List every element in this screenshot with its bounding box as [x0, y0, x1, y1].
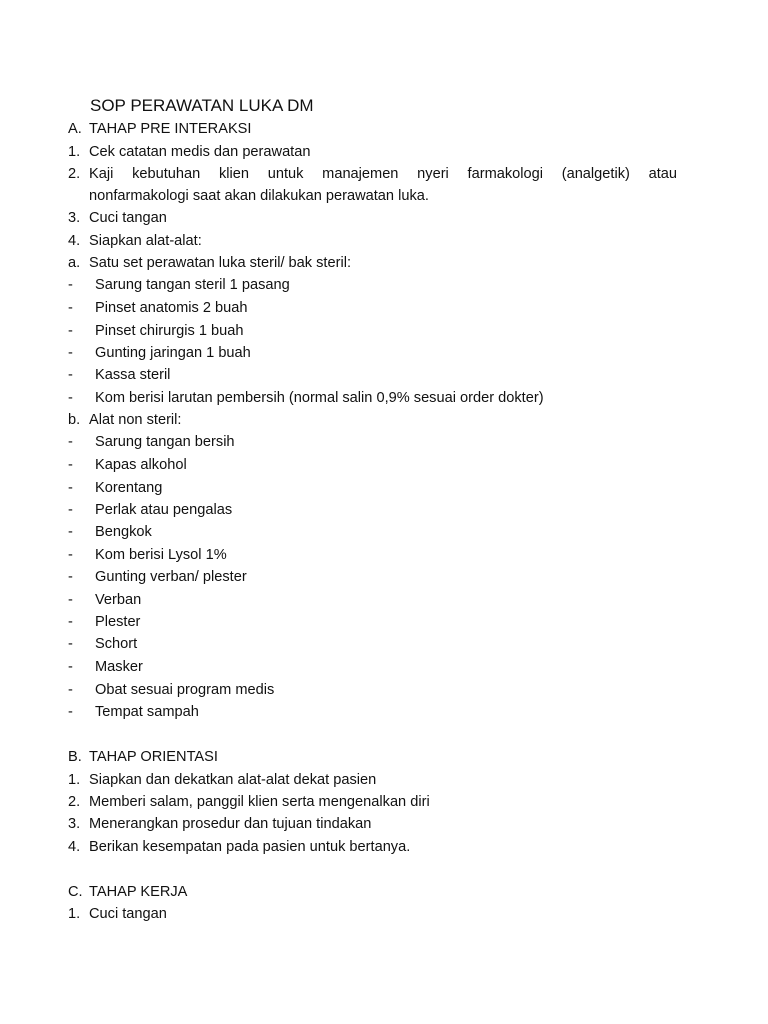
bullet-dash: -	[68, 345, 73, 361]
word: untuk	[267, 166, 304, 182]
word: (analgetik)	[561, 166, 630, 182]
bullet-item	[0, 499, 768, 521]
bullet-dash: -	[68, 323, 73, 339]
word: farmakologi	[467, 166, 543, 182]
bullet-item-text: Kom berisi larutan pembersih (normal salin 0,9% sesuai order dokter)	[95, 390, 544, 406]
bullet-item	[0, 454, 768, 476]
list-item-text: nonfarmakologi saat akan dilakukan perawatan luka.	[89, 188, 429, 204]
bullet-dash: -	[68, 569, 73, 585]
list-item-text: Cek catatan medis dan perawatan	[89, 144, 311, 160]
bullet-item	[0, 320, 768, 342]
bullet-item-text: Masker	[95, 659, 143, 675]
sublist-heading-text: Alat non steril:	[89, 412, 182, 428]
bullet-dash: -	[68, 614, 73, 630]
bullet-item	[0, 342, 768, 364]
list-item-text: Siapkan dan dekatkan alat-alat dekat pasien	[89, 772, 377, 788]
bullet-dash: -	[68, 480, 73, 496]
bullet-dash: -	[68, 457, 73, 473]
list-number: 4.	[68, 839, 81, 855]
list-item-text: Memberi salam, panggil klien serta mengenalkan diri	[89, 794, 430, 810]
section-heading-b	[0, 746, 768, 768]
list-item-text: Siapkan alat-alat:	[89, 233, 202, 249]
bullet-dash: -	[68, 434, 73, 450]
bullet-item	[0, 656, 768, 678]
list-item-text: Cuci tangan	[89, 906, 167, 922]
section-heading-text: TAHAP PRE INTERAKSI	[89, 121, 252, 137]
list-item	[0, 163, 768, 185]
document-title: SOP PERAWATAN LUKA DM	[90, 96, 314, 115]
list-number: 3.	[68, 816, 81, 832]
bullet-dash: -	[68, 547, 73, 563]
list-number: 2.	[68, 166, 81, 182]
sublist-heading-text: Satu set perawatan luka steril/ bak steril:	[89, 255, 352, 271]
bullet-item	[0, 679, 768, 701]
list-item	[0, 141, 768, 163]
word: kebutuhan	[132, 166, 201, 182]
bullet-item	[0, 521, 768, 543]
word: nyeri	[417, 166, 449, 182]
bullet-item-text: Pinset chirurgis 1 buah	[95, 323, 244, 339]
list-item-text: Berikan kesempatan pada pasien untuk bertanya.	[89, 839, 411, 855]
list-number: 4.	[68, 233, 81, 249]
bullet-item-text: Gunting jaringan 1 buah	[95, 345, 251, 361]
bullet-item-text: Sarung tangan bersih	[95, 434, 235, 450]
list-number: 1.	[68, 906, 81, 922]
bullet-dash: -	[68, 659, 73, 675]
bullet-dash: -	[68, 524, 73, 540]
bullet-item	[0, 701, 768, 723]
list-item	[0, 903, 768, 925]
bullet-item	[0, 633, 768, 655]
bullet-item-text: Perlak atau pengalas	[95, 502, 233, 518]
bullet-item-text: Verban	[95, 592, 142, 608]
bullet-item	[0, 274, 768, 296]
bullet-dash: -	[68, 502, 73, 518]
bullet-dash: -	[68, 704, 73, 720]
bullet-item-text: Bengkok	[95, 524, 152, 540]
list-item	[0, 769, 768, 791]
bullet-item-text: Pinset anatomis 2 buah	[95, 300, 248, 316]
sublist-heading-sterile	[0, 252, 768, 274]
list-item	[0, 207, 768, 229]
section-marker: C.	[68, 884, 83, 900]
bullet-item-text: Tempat sampah	[95, 704, 199, 720]
bullet-item-text: Kom berisi Lysol 1%	[95, 547, 227, 563]
list-item-continuation	[0, 185, 768, 207]
list-item	[0, 791, 768, 813]
bullet-item-text: Korentang	[95, 480, 163, 496]
list-item-text: Menerangkan prosedur dan tujuan tindakan	[89, 816, 372, 832]
bullet-dash: -	[68, 592, 73, 608]
list-item-text-justified	[89, 163, 677, 185]
bullet-dash: -	[68, 682, 73, 698]
sublist-heading-nonsterile	[0, 409, 768, 431]
bullet-item	[0, 387, 768, 409]
bullet-dash: -	[68, 367, 73, 383]
bullet-item	[0, 364, 768, 386]
section-heading-text: TAHAP KERJA	[89, 884, 188, 900]
sublist-marker: b.	[68, 412, 81, 428]
sublist-marker: a.	[68, 255, 81, 271]
section-marker: A.	[68, 121, 82, 137]
bullet-item	[0, 544, 768, 566]
bullet-item	[0, 589, 768, 611]
list-number: 1.	[68, 772, 81, 788]
list-item	[0, 230, 768, 252]
list-number: 3.	[68, 210, 81, 226]
bullet-dash: -	[68, 277, 73, 293]
bullet-item-text: Kapas alkohol	[95, 457, 187, 473]
section-marker: B.	[68, 749, 82, 765]
bullet-item	[0, 297, 768, 319]
word: atau	[648, 166, 677, 182]
bullet-item	[0, 431, 768, 453]
word: Kaji	[89, 166, 114, 182]
bullet-dash: -	[68, 636, 73, 652]
bullet-item	[0, 477, 768, 499]
section-heading-text: TAHAP ORIENTASI	[89, 749, 218, 765]
word: klien	[218, 166, 249, 182]
bullet-item-text: Sarung tangan steril 1 pasang	[95, 277, 290, 293]
bullet-item-text: Plester	[95, 614, 141, 630]
section-heading-c	[0, 881, 768, 903]
list-number: 2.	[68, 794, 81, 810]
bullet-item-text: Obat sesuai program medis	[95, 682, 275, 698]
section-heading-a	[0, 118, 768, 140]
list-item	[0, 836, 768, 858]
list-item	[0, 813, 768, 835]
bullet-item	[0, 611, 768, 633]
bullet-item	[0, 566, 768, 588]
bullet-dash: -	[68, 390, 73, 406]
bullet-dash: -	[68, 300, 73, 316]
bullet-item-text: Gunting verban/ plester	[95, 569, 247, 585]
list-number: 1.	[68, 144, 81, 160]
bullet-item-text: Kassa steril	[95, 367, 171, 383]
list-item-text: Cuci tangan	[89, 210, 167, 226]
bullet-item-text: Schort	[95, 636, 138, 652]
word: manajemen	[322, 166, 399, 182]
